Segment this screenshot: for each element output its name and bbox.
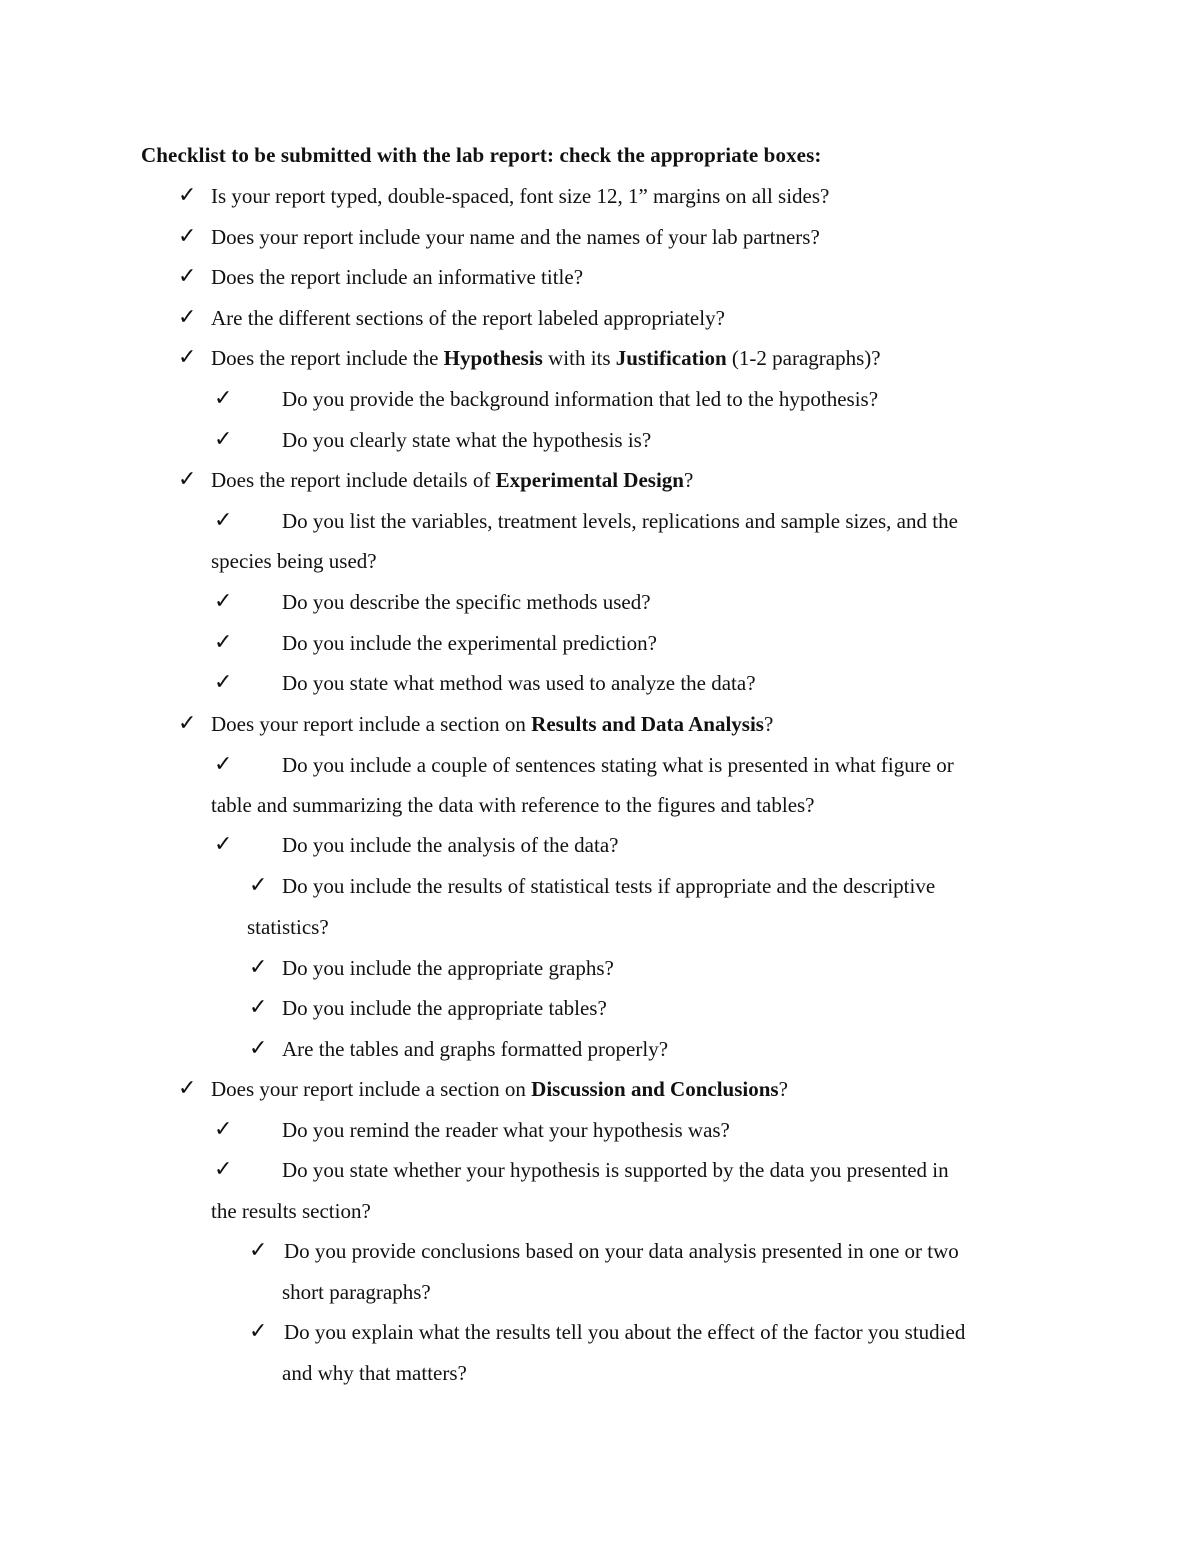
check-mark-icon: ✓ (214, 1117, 233, 1142)
item-text: Does the report include the (211, 346, 444, 370)
check-mark-icon: ✓ (178, 1076, 197, 1101)
check-mark-icon: ✓ (214, 1157, 233, 1182)
item-text: with its (542, 346, 616, 370)
checklist-heading: Checklist to be submitted with the lab report: check the appropriate boxes: (141, 143, 822, 167)
checklist-subitem-variables-cont: species being used? (211, 549, 377, 573)
checklist-item-results (211, 711, 773, 737)
checklist-subitem-formatting: Are the tables and graphs formatted properly? (282, 1037, 669, 1061)
item-bold-text: Discussion and Conclusions (531, 1077, 779, 1101)
item-bold-text: Hypothesis (443, 346, 543, 370)
checklist-item-experimental-design (211, 467, 693, 493)
check-mark-icon: ✓ (178, 264, 197, 289)
checklist-item-hypothesis (211, 345, 881, 371)
check-mark-icon: ✓ (214, 589, 233, 614)
check-mark-icon: ✓ (249, 873, 268, 898)
checklist-subitem-conclusions-cont: short paragraphs? (282, 1280, 431, 1304)
checklist-item-names: Does your report include your name and the names of your lab partners? (211, 225, 820, 249)
check-mark-icon: ✓ (214, 630, 233, 655)
checklist-subitem-remind: Do you remind the reader what your hypothesis was? (282, 1118, 730, 1142)
checklist-subitem-data-analysis: Do you include the analysis of the data? (282, 833, 619, 857)
checklist-subitem-sentences: Do you include a couple of sentences stating what is presented in what figure or (282, 753, 954, 777)
check-mark-icon: ✓ (178, 224, 197, 249)
checklist-subitem-statistics-cont: statistics? (247, 915, 329, 939)
checklist-subitem-sentences-cont: table and summarizing the data with reference to the figures and tables? (211, 793, 815, 817)
check-mark-icon: ✓ (214, 508, 233, 533)
checklist-subitem-effect-cont: and why that matters? (282, 1361, 467, 1385)
check-mark-icon: ✓ (214, 670, 233, 695)
checklist-subitem-background: Do you provide the background information that led to the hypothesis? (282, 387, 879, 411)
check-mark-icon: ✓ (178, 183, 197, 208)
checklist-subitem-supported-cont: the results section? (211, 1199, 371, 1223)
item-text: ? (763, 712, 774, 736)
check-mark-icon: ✓ (214, 752, 233, 777)
check-mark-icon: ✓ (178, 305, 197, 330)
check-mark-icon: ✓ (178, 711, 197, 736)
check-mark-icon: ✓ (214, 427, 233, 452)
checklist-subitem-analysis-method: Do you state what method was used to analyze the data? (282, 671, 756, 695)
check-mark-icon: ✓ (214, 832, 233, 857)
check-mark-icon: ✓ (214, 386, 233, 411)
item-text: ? (778, 1077, 788, 1101)
check-mark-icon: ✓ (178, 467, 197, 492)
item-text: Does the report include details of (211, 468, 496, 492)
checklist-subitem-conclusions: Do you provide conclusions based on your data analysis presented in one or two (284, 1239, 959, 1263)
checklist-subitem-graphs: Do you include the appropriate graphs? (282, 956, 614, 980)
check-mark-icon: ✓ (249, 1238, 268, 1263)
item-bold-text: Experimental Design (495, 468, 684, 492)
item-bold-text: Justification (615, 346, 727, 370)
item-text: Does your report include a section on (211, 712, 532, 736)
item-bold-text: Results and Data Analysis (531, 712, 764, 736)
checklist-item-formatting: Is your report typed, double-spaced, font size 12, 1” margins on all sides? (211, 184, 830, 208)
check-mark-icon: ✓ (249, 995, 268, 1020)
checklist-subitem-prediction: Do you include the experimental prediction? (282, 631, 657, 655)
checklist-item-discussion (211, 1076, 788, 1102)
check-mark-icon: ✓ (249, 1036, 268, 1061)
checklist-subitem-tables: Do you include the appropriate tables? (282, 996, 607, 1020)
check-mark-icon: ✓ (249, 955, 268, 980)
item-text: Does your report include a section on (211, 1077, 532, 1101)
check-mark-icon: ✓ (249, 1319, 268, 1344)
check-mark-icon: ✓ (178, 345, 197, 370)
checklist-subitem-supported: Do you state whether your hypothesis is supported by the data you presented in (282, 1158, 949, 1182)
checklist-item-sections: Are the different sections of the report labeled appropriately? (211, 306, 725, 330)
checklist-subitem-variables: Do you list the variables, treatment levels, replications and sample sizes, and the (282, 509, 958, 533)
checklist-subitem-effect: Do you explain what the results tell you about the effect of the factor you studied (284, 1320, 966, 1344)
item-text: (1-2 paragraphs)? (726, 346, 881, 370)
checklist-subitem-statistics: Do you include the results of statistical tests if appropriate and the descriptive (282, 874, 936, 898)
checklist-subitem-methods: Do you describe the specific methods used? (282, 590, 651, 614)
checklist-subitem-state-hypothesis: Do you clearly state what the hypothesis is? (282, 428, 652, 452)
checklist-item-title: Does the report include an informative title? (211, 265, 584, 289)
item-text: ? (683, 468, 694, 492)
